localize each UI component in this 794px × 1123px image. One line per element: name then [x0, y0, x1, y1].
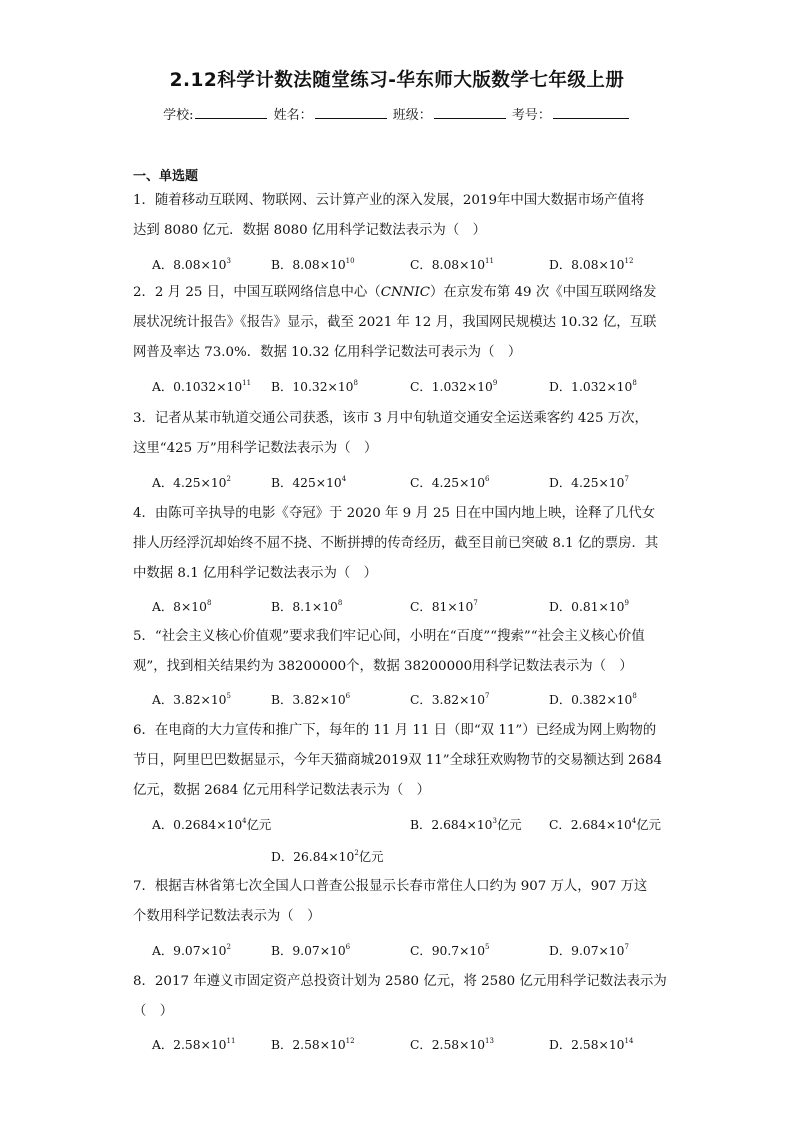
question-text: 2．2 月 25 日，中国互联网络信息中心（CNNIC）在京发布第 49 次《中国互联网络发: [133, 285, 657, 300]
option-d[interactable]: D．$0.81\times 10^9$: [549, 599, 629, 614]
school-label: 学校:: [163, 108, 194, 123]
question-8-options: [152, 1035, 672, 1055]
option-b[interactable]: B．$425\times 10^4$: [271, 475, 347, 490]
option-a[interactable]: A．$9.07\times 10^2$: [152, 943, 231, 958]
question-6-options: [152, 815, 672, 835]
question-text: 中数据 8.1 亿用科学记数法表示为（ ）: [133, 566, 378, 581]
question-text: 展状况统计报告》《报告》显示，截至 2021 年 12 月，我国网民规模达 10.32 亿，互联: [133, 315, 657, 330]
question-text: 个数用科学记数法表示为（ ）: [133, 909, 321, 924]
option-b[interactable]: B．$9.07\times 10^6$: [271, 943, 351, 958]
student-info-line: [0, 104, 794, 123]
class-blank[interactable]: [434, 106, 506, 119]
question-7: [133, 872, 663, 932]
question-text: 排人历经浮沉却始终不屈不挠、不断拼搏的传奇经历，截至目前已突破 8.1 亿的票房．其: [133, 536, 659, 551]
question-text: 1．随着移动互联网、物联网、云计算产业的深入发展，2019年中国大数据市场产值将: [133, 193, 645, 208]
option-c[interactable]: C．$1.032\times 10^9$: [410, 379, 498, 394]
option-a[interactable]: A．$0.1032\times 10^{11}$: [152, 379, 252, 394]
option-c[interactable]: C．$4.25\times 10^6$: [410, 475, 490, 490]
option-c[interactable]: C．$3.82\times 10^7$: [410, 692, 490, 707]
option-c[interactable]: C．$2.684\times 10^4$亿元: [549, 817, 661, 832]
option-a[interactable]: A．$8\times 10^8$: [152, 599, 212, 614]
question-text: 3．记者从某市轨道交通公司获悉，该市 3 月中旬轨道交通安全运送乘客约 425 万次，: [133, 411, 648, 426]
question-6-options-row-2: [152, 847, 672, 867]
option-d[interactable]: D．$0.382\times 10^8$: [549, 692, 637, 707]
question-text: 节日，阿里巴巴数据显示，今年天猫商城2019双 11”全球狂欢购物节的交易额达到 2684: [133, 753, 663, 768]
exam-number-label: 考号：: [511, 108, 551, 123]
section-heading: 一、单选题: [133, 169, 199, 184]
question-5-options: [152, 690, 672, 710]
option-a[interactable]: A．$8.08\times 10^3$: [152, 257, 231, 272]
option-c[interactable]: C．$2.58\times 10^{13}$: [410, 1037, 494, 1052]
option-c[interactable]: C．$90.7\times 10^5$: [410, 943, 490, 958]
question-1: [133, 186, 663, 246]
option-a[interactable]: A．$0.2684\times 10^4$亿元: [152, 817, 272, 832]
option-b[interactable]: B．$8.1\times 10^8$: [271, 599, 343, 614]
option-d[interactable]: D．$4.25\times 10^7$: [549, 475, 629, 490]
question-4: [133, 499, 663, 589]
option-d[interactable]: D．$9.07\times 10^7$: [549, 943, 629, 958]
option-b[interactable]: B．$3.82\times 10^6$: [271, 692, 351, 707]
question-6: [133, 716, 663, 806]
question-4-options: [152, 597, 672, 617]
question-text: 8．2017 年遵义市固定资产总投资计划为 2580 亿元，将 2580 亿元用科学记数法表示为: [133, 974, 667, 989]
option-c[interactable]: C．$81\times 10^7$: [410, 599, 478, 614]
option-d[interactable]: D．$8.08\times 10^{12}$: [549, 257, 634, 272]
exam-number-blank[interactable]: [553, 106, 629, 119]
class-label: 班级：: [392, 108, 432, 123]
name-blank[interactable]: [315, 106, 387, 119]
option-b[interactable]: B．$8.08\times 10^{10}$: [271, 257, 355, 272]
question-text: 网普及率达 73.0%．数据 10.32 亿用科学记数法可表示为（ ）: [133, 345, 522, 360]
question-3: [133, 404, 663, 464]
question-text: 观”，找到相关结果约为 38200000个，数据 38200000用科学记数法表示为（ ）: [133, 659, 633, 674]
question-text: 5．“社会主义核心价值观”要求我们牢记心间，小明在“百度”“搜索”“社会主义核心价值: [133, 629, 645, 644]
question-2-options: [152, 377, 672, 397]
question-text: 4．由陈可辛执导的电影《夺冠》于 2020 年 9 月 25 日在中国内地上映，诠释了几代女: [133, 506, 656, 521]
question-5: [133, 622, 663, 682]
option-b[interactable]: B．$10.32\times 10^8$: [271, 379, 358, 394]
school-blank[interactable]: [195, 106, 267, 119]
question-3-options: [152, 473, 672, 493]
question-text: 达到 8080 亿元．数据 8080 亿用科学记数法表示为（ ）: [133, 223, 486, 238]
question-text: 7．根据吉林省第七次全国人口普查公报显示长春市常住人口约为 907 万人，907 万这: [133, 879, 648, 894]
option-c[interactable]: C．$8.08\times 10^{11}$: [410, 257, 494, 272]
option-d[interactable]: D．$2.58\times 10^{14}$: [549, 1037, 634, 1052]
option-d[interactable]: D．$26.84\times 10^2$亿元: [271, 849, 384, 864]
question-1-options: [152, 255, 672, 275]
option-b[interactable]: B．$2.58\times 10^{12}$: [271, 1037, 355, 1052]
option-a[interactable]: A．$2.58\times 10^{11}$: [152, 1037, 236, 1052]
question-text: 这里“425 万”用科学记数法表示为（ ）: [133, 441, 378, 456]
option-b[interactable]: B．$2.684\times 10^3$亿元: [410, 817, 522, 832]
question-2: [133, 278, 663, 368]
option-a[interactable]: A．$4.25\times 10^2$: [152, 475, 231, 490]
question-text: 亿元，数据 2684 亿元用科学记数法表示为（ ）: [133, 783, 431, 798]
question-8: [133, 967, 667, 1027]
page-title: 2.12科学计数法随堂练习-华东师大版数学七年级上册: [169, 70, 625, 91]
name-label: 姓名：: [273, 108, 313, 123]
question-7-options: [152, 941, 672, 961]
question-text: （ ）: [133, 1004, 174, 1019]
question-text: 6．在电商的大力宣传和推广下，每年的 11 月 11 日（即“双 11”）已经成为网上购物的: [133, 723, 657, 738]
option-a[interactable]: A．$3.82\times 10^5$: [152, 692, 231, 707]
option-d[interactable]: D．$1.032\times 10^8$: [549, 379, 637, 394]
